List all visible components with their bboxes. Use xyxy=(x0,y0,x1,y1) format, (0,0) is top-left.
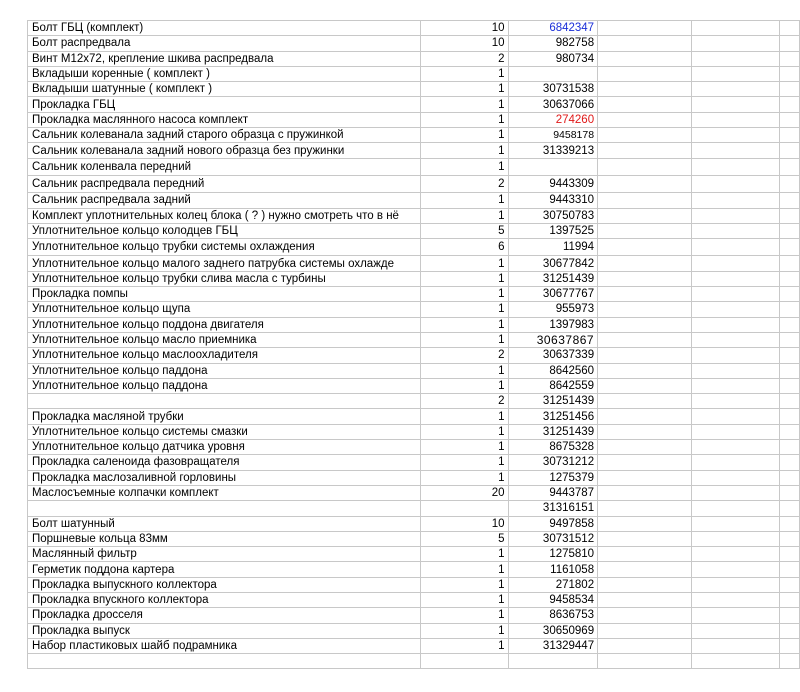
cell-part-number[interactable]: 982758 xyxy=(508,36,598,51)
cell-empty[interactable] xyxy=(691,394,780,409)
cell-empty[interactable] xyxy=(598,112,692,127)
cell-empty[interactable] xyxy=(598,143,692,158)
cell-part-number[interactable]: 30637867 xyxy=(508,332,598,347)
cell-quantity[interactable]: 1 xyxy=(420,623,508,638)
table-row xyxy=(28,623,800,638)
cell-part-number[interactable]: 11994 xyxy=(508,239,598,256)
cell-part-number[interactable]: 30677767 xyxy=(508,287,598,302)
cell-part-number[interactable]: 31251439 xyxy=(508,394,598,409)
cell-part-number[interactable]: 274260 xyxy=(508,112,598,127)
cell-empty[interactable] xyxy=(598,547,692,562)
cell-part-name[interactable]: Сальник колеванала задний старого образца с пружинкой xyxy=(28,128,421,143)
cell-part-name[interactable] xyxy=(28,394,421,409)
cell-empty[interactable] xyxy=(691,485,780,500)
cell-empty[interactable] xyxy=(598,287,692,302)
cell-part-name[interactable]: Герметик поддона картера xyxy=(28,562,421,577)
table-row xyxy=(28,21,800,36)
cell-empty[interactable] xyxy=(780,128,800,143)
cell-quantity[interactable]: 1 xyxy=(420,97,508,112)
cell-empty[interactable] xyxy=(691,378,780,393)
cell-empty[interactable] xyxy=(780,82,800,97)
table-row xyxy=(28,175,800,192)
table-row xyxy=(28,562,800,577)
cell-part-name[interactable]: Прокладка ГБЦ xyxy=(28,97,421,112)
cell-empty[interactable] xyxy=(780,317,800,332)
cell-empty[interactable] xyxy=(780,577,800,592)
table-row xyxy=(28,608,800,623)
cell-part-name[interactable]: Вкладыши шатунные ( комплект ) xyxy=(28,82,421,97)
cell-quantity[interactable]: 1 xyxy=(420,66,508,81)
cell-empty[interactable] xyxy=(691,577,780,592)
cell-empty[interactable] xyxy=(598,608,692,623)
cell-part-name[interactable]: Прокладка саленоида фазовращателя xyxy=(28,455,421,470)
cell-empty[interactable] xyxy=(598,223,692,238)
cell-empty[interactable] xyxy=(691,608,780,623)
cell-quantity[interactable]: 5 xyxy=(420,223,508,238)
table-row xyxy=(28,158,800,175)
cell-empty[interactable] xyxy=(780,623,800,638)
cell-quantity[interactable]: 20 xyxy=(420,485,508,500)
cell-empty[interactable] xyxy=(598,36,692,51)
cell-empty[interactable] xyxy=(598,562,692,577)
cell-part-name[interactable]: Уплотнительное кольцо трубки слива масла с турбины xyxy=(28,271,421,286)
cell-part-name[interactable]: Уплотнительное кольцо паддона xyxy=(28,378,421,393)
cell-quantity[interactable]: 1 xyxy=(420,608,508,623)
cell-empty[interactable] xyxy=(598,128,692,143)
table-row xyxy=(28,317,800,332)
table-row xyxy=(28,577,800,592)
cell-part-number[interactable]: 30731512 xyxy=(508,531,598,546)
cell-empty[interactable] xyxy=(780,394,800,409)
cell-empty[interactable] xyxy=(598,409,692,424)
cell-empty[interactable] xyxy=(691,302,780,317)
cell-empty[interactable] xyxy=(598,332,692,347)
cell-part-number[interactable]: 30677842 xyxy=(508,256,598,271)
cell-empty[interactable] xyxy=(598,21,692,36)
cell-part-number[interactable]: 31339213 xyxy=(508,143,598,158)
cell-empty[interactable] xyxy=(780,501,800,516)
cell-part-name[interactable]: Прокладка впускного коллектора xyxy=(28,592,421,607)
cell-empty[interactable] xyxy=(598,158,692,175)
table-row xyxy=(28,592,800,607)
cell-empty[interactable] xyxy=(691,158,780,175)
cell-empty[interactable] xyxy=(780,302,800,317)
cell-empty[interactable] xyxy=(691,501,780,516)
cell-empty[interactable] xyxy=(598,175,692,192)
cell-part-name[interactable]: Уплотнительное кольцо датчика уровня xyxy=(28,440,421,455)
cell-empty[interactable] xyxy=(691,271,780,286)
cell-empty[interactable] xyxy=(691,239,780,256)
cell-empty[interactable] xyxy=(691,287,780,302)
cell-empty[interactable] xyxy=(691,638,780,653)
cell-empty[interactable] xyxy=(780,562,800,577)
cell-part-name[interactable]: Уплотнительное кольцо паддона xyxy=(28,363,421,378)
cell-part-name[interactable]: Прокладка маслянного насоса комплект xyxy=(28,112,421,127)
cell-empty[interactable] xyxy=(691,592,780,607)
table-row xyxy=(28,208,800,223)
cell-empty[interactable] xyxy=(780,424,800,439)
cell-empty[interactable] xyxy=(598,577,692,592)
cell-empty[interactable] xyxy=(780,66,800,81)
cell-part-number[interactable]: 1161058 xyxy=(508,562,598,577)
cell-quantity[interactable]: 1 xyxy=(420,302,508,317)
cell-empty[interactable] xyxy=(598,302,692,317)
cell-empty[interactable] xyxy=(780,654,800,669)
cell-empty[interactable] xyxy=(780,97,800,112)
table-row xyxy=(28,363,800,378)
cell-empty[interactable] xyxy=(598,531,692,546)
cell-quantity[interactable]: 2 xyxy=(420,51,508,66)
cell-quantity[interactable]: 1 xyxy=(420,363,508,378)
table-row xyxy=(28,51,800,66)
cell-empty[interactable] xyxy=(780,485,800,500)
cell-quantity[interactable]: 1 xyxy=(420,208,508,223)
cell-part-number[interactable]: 8642559 xyxy=(508,378,598,393)
cell-empty[interactable] xyxy=(691,21,780,36)
cell-empty[interactable] xyxy=(780,287,800,302)
cell-part-number[interactable]: 30637066 xyxy=(508,97,598,112)
cell-empty[interactable] xyxy=(598,485,692,500)
table-row xyxy=(28,547,800,562)
table-row xyxy=(28,440,800,455)
table-row xyxy=(28,143,800,158)
table-row xyxy=(28,455,800,470)
cell-quantity[interactable]: 1 xyxy=(420,470,508,485)
cell-part-name[interactable]: Поршневые кольца 83мм xyxy=(28,531,421,546)
cell-empty[interactable] xyxy=(691,82,780,97)
cell-empty[interactable] xyxy=(780,638,800,653)
cell-quantity[interactable]: 1 xyxy=(420,409,508,424)
table-row xyxy=(28,348,800,363)
cell-empty[interactable] xyxy=(598,516,692,531)
cell-empty[interactable] xyxy=(691,440,780,455)
table-row xyxy=(28,271,800,286)
cell-part-name[interactable]: Комплект уплотнительных колец блока ( ? ) нужно смотреть что в нё xyxy=(28,208,421,223)
cell-part-name[interactable]: Набор пластиковых шайб подрамника xyxy=(28,638,421,653)
table-row xyxy=(28,193,800,208)
cell-empty[interactable] xyxy=(598,66,692,81)
cell-empty[interactable] xyxy=(598,271,692,286)
cell-quantity[interactable]: 1 xyxy=(420,592,508,607)
cell-part-number[interactable]: 955973 xyxy=(508,302,598,317)
cell-quantity[interactable]: 10 xyxy=(420,516,508,531)
cell-part-number[interactable]: 1275810 xyxy=(508,547,598,562)
cell-quantity[interactable]: 1 xyxy=(420,271,508,286)
cell-empty[interactable] xyxy=(598,363,692,378)
table-row xyxy=(28,239,800,256)
cell-part-number[interactable]: 6842347 xyxy=(508,21,598,36)
cell-quantity[interactable]: 1 xyxy=(420,128,508,143)
cell-empty[interactable] xyxy=(598,256,692,271)
cell-quantity[interactable]: 1 xyxy=(420,317,508,332)
cell-empty[interactable] xyxy=(598,348,692,363)
table-row xyxy=(28,36,800,51)
cell-part-number[interactable]: 30731538 xyxy=(508,82,598,97)
cell-part-number[interactable] xyxy=(508,66,598,81)
cell-empty[interactable] xyxy=(598,424,692,439)
cell-quantity[interactable]: 1 xyxy=(420,440,508,455)
cell-part-name[interactable]: Прокладка масляной трубки xyxy=(28,409,421,424)
cell-empty[interactable] xyxy=(691,317,780,332)
cell-empty[interactable] xyxy=(780,175,800,192)
cell-empty[interactable] xyxy=(780,271,800,286)
cell-empty[interactable] xyxy=(598,82,692,97)
cell-empty[interactable] xyxy=(691,128,780,143)
cell-empty[interactable] xyxy=(780,193,800,208)
cell-empty[interactable] xyxy=(598,394,692,409)
cell-part-number[interactable] xyxy=(508,654,598,669)
cell-part-name[interactable]: Винт М12х72, крепление шкива распредвала xyxy=(28,51,421,66)
cell-part-name[interactable] xyxy=(28,501,421,516)
cell-empty[interactable] xyxy=(598,378,692,393)
cell-part-name[interactable]: Уплотнительное кольцо щупа xyxy=(28,302,421,317)
cell-empty[interactable] xyxy=(780,36,800,51)
cell-quantity[interactable]: 1 xyxy=(420,158,508,175)
cell-part-name[interactable]: Болт распредвала xyxy=(28,36,421,51)
cell-empty[interactable] xyxy=(691,36,780,51)
table-row xyxy=(28,485,800,500)
cell-quantity[interactable]: 10 xyxy=(420,21,508,36)
cell-quantity[interactable]: 1 xyxy=(420,455,508,470)
cell-part-number[interactable]: 8675328 xyxy=(508,440,598,455)
cell-empty[interactable] xyxy=(598,193,692,208)
cell-part-name[interactable]: Сальник колеванала задний нового образца без пружинки xyxy=(28,143,421,158)
cell-empty[interactable] xyxy=(691,547,780,562)
cell-empty[interactable] xyxy=(780,378,800,393)
cell-empty[interactable] xyxy=(598,97,692,112)
cell-empty[interactable] xyxy=(780,143,800,158)
table-row xyxy=(28,516,800,531)
cell-empty[interactable] xyxy=(598,654,692,669)
cell-quantity[interactable] xyxy=(420,654,508,669)
cell-empty[interactable] xyxy=(598,317,692,332)
cell-part-number[interactable]: 271802 xyxy=(508,577,598,592)
cell-part-number[interactable] xyxy=(508,158,598,175)
cell-part-number[interactable]: 9497858 xyxy=(508,516,598,531)
table-row xyxy=(28,66,800,81)
cell-quantity[interactable]: 1 xyxy=(420,424,508,439)
cell-empty[interactable] xyxy=(691,516,780,531)
cell-empty[interactable] xyxy=(780,348,800,363)
cell-empty[interactable] xyxy=(598,623,692,638)
cell-empty[interactable] xyxy=(780,409,800,424)
cell-part-number[interactable]: 1397525 xyxy=(508,223,598,238)
table-row xyxy=(28,424,800,439)
cell-part-number[interactable]: 980734 xyxy=(508,51,598,66)
cell-part-name[interactable]: Прокладка маслозаливной горловины xyxy=(28,470,421,485)
cell-quantity[interactable]: 1 xyxy=(420,256,508,271)
cell-part-name[interactable]: Прокладка выпускного коллектора xyxy=(28,577,421,592)
cell-part-name[interactable]: Болт ГБЦ (комплект) xyxy=(28,21,421,36)
table-row xyxy=(28,82,800,97)
cell-empty[interactable] xyxy=(780,21,800,36)
cell-quantity[interactable]: 1 xyxy=(420,562,508,577)
cell-empty[interactable] xyxy=(691,623,780,638)
cell-part-name[interactable]: Уплотнительное кольцо масло приемника xyxy=(28,332,421,347)
cell-empty[interactable] xyxy=(780,51,800,66)
cell-empty[interactable] xyxy=(598,440,692,455)
table-row xyxy=(28,470,800,485)
cell-part-number[interactable]: 8636753 xyxy=(508,608,598,623)
cell-part-number[interactable]: 1275379 xyxy=(508,470,598,485)
cell-part-number[interactable]: 9443310 xyxy=(508,193,598,208)
cell-part-name[interactable]: Вкладыши коренные ( комплект ) xyxy=(28,66,421,81)
cell-quantity[interactable]: 2 xyxy=(420,175,508,192)
cell-part-number[interactable]: 8642560 xyxy=(508,363,598,378)
cell-quantity[interactable]: 1 xyxy=(420,577,508,592)
cell-part-name[interactable]: Болт шатунный xyxy=(28,516,421,531)
cell-part-name[interactable]: Сальник распредвала передний xyxy=(28,175,421,192)
cell-part-name[interactable]: Прокладка помпы xyxy=(28,287,421,302)
cell-quantity[interactable]: 1 xyxy=(420,143,508,158)
cell-empty[interactable] xyxy=(691,193,780,208)
cell-empty[interactable] xyxy=(691,654,780,669)
cell-part-number[interactable]: 30731212 xyxy=(508,455,598,470)
cell-empty[interactable] xyxy=(780,547,800,562)
cell-part-name[interactable]: Уплотнительное кольцо системы смазки xyxy=(28,424,421,439)
cell-empty[interactable] xyxy=(691,66,780,81)
cell-empty[interactable] xyxy=(780,158,800,175)
cell-empty[interactable] xyxy=(691,348,780,363)
table-row xyxy=(28,531,800,546)
cell-part-name[interactable]: Прокладка выпуск xyxy=(28,623,421,638)
cell-empty[interactable] xyxy=(780,470,800,485)
cell-empty[interactable] xyxy=(780,608,800,623)
cell-empty[interactable] xyxy=(691,112,780,127)
cell-quantity[interactable]: 2 xyxy=(420,394,508,409)
cell-part-number[interactable]: 1397983 xyxy=(508,317,598,332)
cell-empty[interactable] xyxy=(691,143,780,158)
table-row xyxy=(28,223,800,238)
table-row xyxy=(28,128,800,143)
cell-empty[interactable] xyxy=(598,239,692,256)
cell-part-number[interactable]: 30650969 xyxy=(508,623,598,638)
table-row xyxy=(28,638,800,653)
cell-empty[interactable] xyxy=(598,208,692,223)
cell-empty[interactable] xyxy=(691,470,780,485)
cell-quantity[interactable]: 6 xyxy=(420,239,508,256)
table-row xyxy=(28,654,800,669)
cell-quantity[interactable]: 1 xyxy=(420,112,508,127)
cell-part-number[interactable]: 31329447 xyxy=(508,638,598,653)
cell-empty[interactable] xyxy=(598,455,692,470)
cell-empty[interactable] xyxy=(598,501,692,516)
cell-part-name[interactable]: Сальник коленвала передний xyxy=(28,158,421,175)
cell-empty[interactable] xyxy=(691,424,780,439)
cell-quantity[interactable]: 10 xyxy=(420,36,508,51)
cell-empty[interactable] xyxy=(691,363,780,378)
cell-empty[interactable] xyxy=(691,208,780,223)
cell-part-number[interactable]: 31251456 xyxy=(508,409,598,424)
cell-part-number[interactable]: 9443787 xyxy=(508,485,598,500)
table-row xyxy=(28,287,800,302)
cell-quantity[interactable]: 1 xyxy=(420,287,508,302)
cell-part-number[interactable]: 9443309 xyxy=(508,175,598,192)
cell-empty[interactable] xyxy=(598,470,692,485)
cell-part-name[interactable]: Уплотнительное кольцо трубки системы охлаждения xyxy=(28,239,421,256)
cell-part-name[interactable]: Уплотнительное кольцо поддона двигателя xyxy=(28,317,421,332)
cell-empty[interactable] xyxy=(780,256,800,271)
cell-part-name[interactable]: Маслянный фильтр xyxy=(28,547,421,562)
cell-empty[interactable] xyxy=(691,562,780,577)
cell-empty[interactable] xyxy=(691,97,780,112)
cell-empty[interactable] xyxy=(691,256,780,271)
cell-empty[interactable] xyxy=(780,455,800,470)
cell-empty[interactable] xyxy=(780,363,800,378)
cell-quantity[interactable]: 1 xyxy=(420,547,508,562)
cell-quantity[interactable]: 1 xyxy=(420,638,508,653)
cell-quantity[interactable] xyxy=(420,501,508,516)
cell-empty[interactable] xyxy=(691,531,780,546)
cell-empty[interactable] xyxy=(691,332,780,347)
cell-quantity[interactable]: 2 xyxy=(420,348,508,363)
cell-part-number[interactable]: 30637339 xyxy=(508,348,598,363)
cell-part-name[interactable]: Уплотнительное кольцо колодцев ГБЦ xyxy=(28,223,421,238)
cell-part-name[interactable]: Уплотнительное кольцо маслоохладителя xyxy=(28,348,421,363)
cell-empty[interactable] xyxy=(780,332,800,347)
cell-part-number[interactable]: 31316151 xyxy=(508,501,598,516)
cell-part-number[interactable]: 30750783 xyxy=(508,208,598,223)
cell-empty[interactable] xyxy=(598,592,692,607)
table-row xyxy=(28,394,800,409)
cell-quantity[interactable]: 5 xyxy=(420,531,508,546)
cell-quantity[interactable]: 1 xyxy=(420,193,508,208)
table-row xyxy=(28,302,800,317)
cell-empty[interactable] xyxy=(691,51,780,66)
cell-empty[interactable] xyxy=(780,440,800,455)
cell-part-name[interactable]: Уплотнительное кольцо малого заднего патрубка системы охлажде xyxy=(28,256,421,271)
cell-empty[interactable] xyxy=(691,175,780,192)
table-row xyxy=(28,332,800,347)
cell-empty[interactable] xyxy=(780,592,800,607)
table-row xyxy=(28,409,800,424)
cell-part-name[interactable] xyxy=(28,654,421,669)
table-row xyxy=(28,501,800,516)
cell-empty[interactable] xyxy=(780,516,800,531)
cell-empty[interactable] xyxy=(691,223,780,238)
cell-quantity[interactable]: 1 xyxy=(420,332,508,347)
table-row xyxy=(28,256,800,271)
cell-part-number[interactable]: 31251439 xyxy=(508,271,598,286)
cell-empty[interactable] xyxy=(598,51,692,66)
spreadsheet-grid xyxy=(27,20,800,669)
cell-part-name[interactable]: Сальник распредвала задний xyxy=(28,193,421,208)
cell-empty[interactable] xyxy=(780,223,800,238)
cell-part-number[interactable]: 9458534 xyxy=(508,592,598,607)
cell-part-number[interactable]: 9458178 xyxy=(508,128,598,143)
cell-empty[interactable] xyxy=(598,638,692,653)
cell-empty[interactable] xyxy=(691,409,780,424)
cell-quantity[interactable]: 1 xyxy=(420,378,508,393)
cell-empty[interactable] xyxy=(780,239,800,256)
table-row xyxy=(28,97,800,112)
table-row xyxy=(28,112,800,127)
cell-empty[interactable] xyxy=(780,531,800,546)
table-row xyxy=(28,378,800,393)
cell-empty[interactable] xyxy=(691,455,780,470)
cell-part-name[interactable]: Маслосъемные колпачки комплект xyxy=(28,485,421,500)
cell-part-number[interactable]: 31251439 xyxy=(508,424,598,439)
cell-empty[interactable] xyxy=(780,208,800,223)
cell-quantity[interactable]: 1 xyxy=(420,82,508,97)
cell-part-name[interactable]: Прокладка дросселя xyxy=(28,608,421,623)
cell-empty[interactable] xyxy=(780,112,800,127)
